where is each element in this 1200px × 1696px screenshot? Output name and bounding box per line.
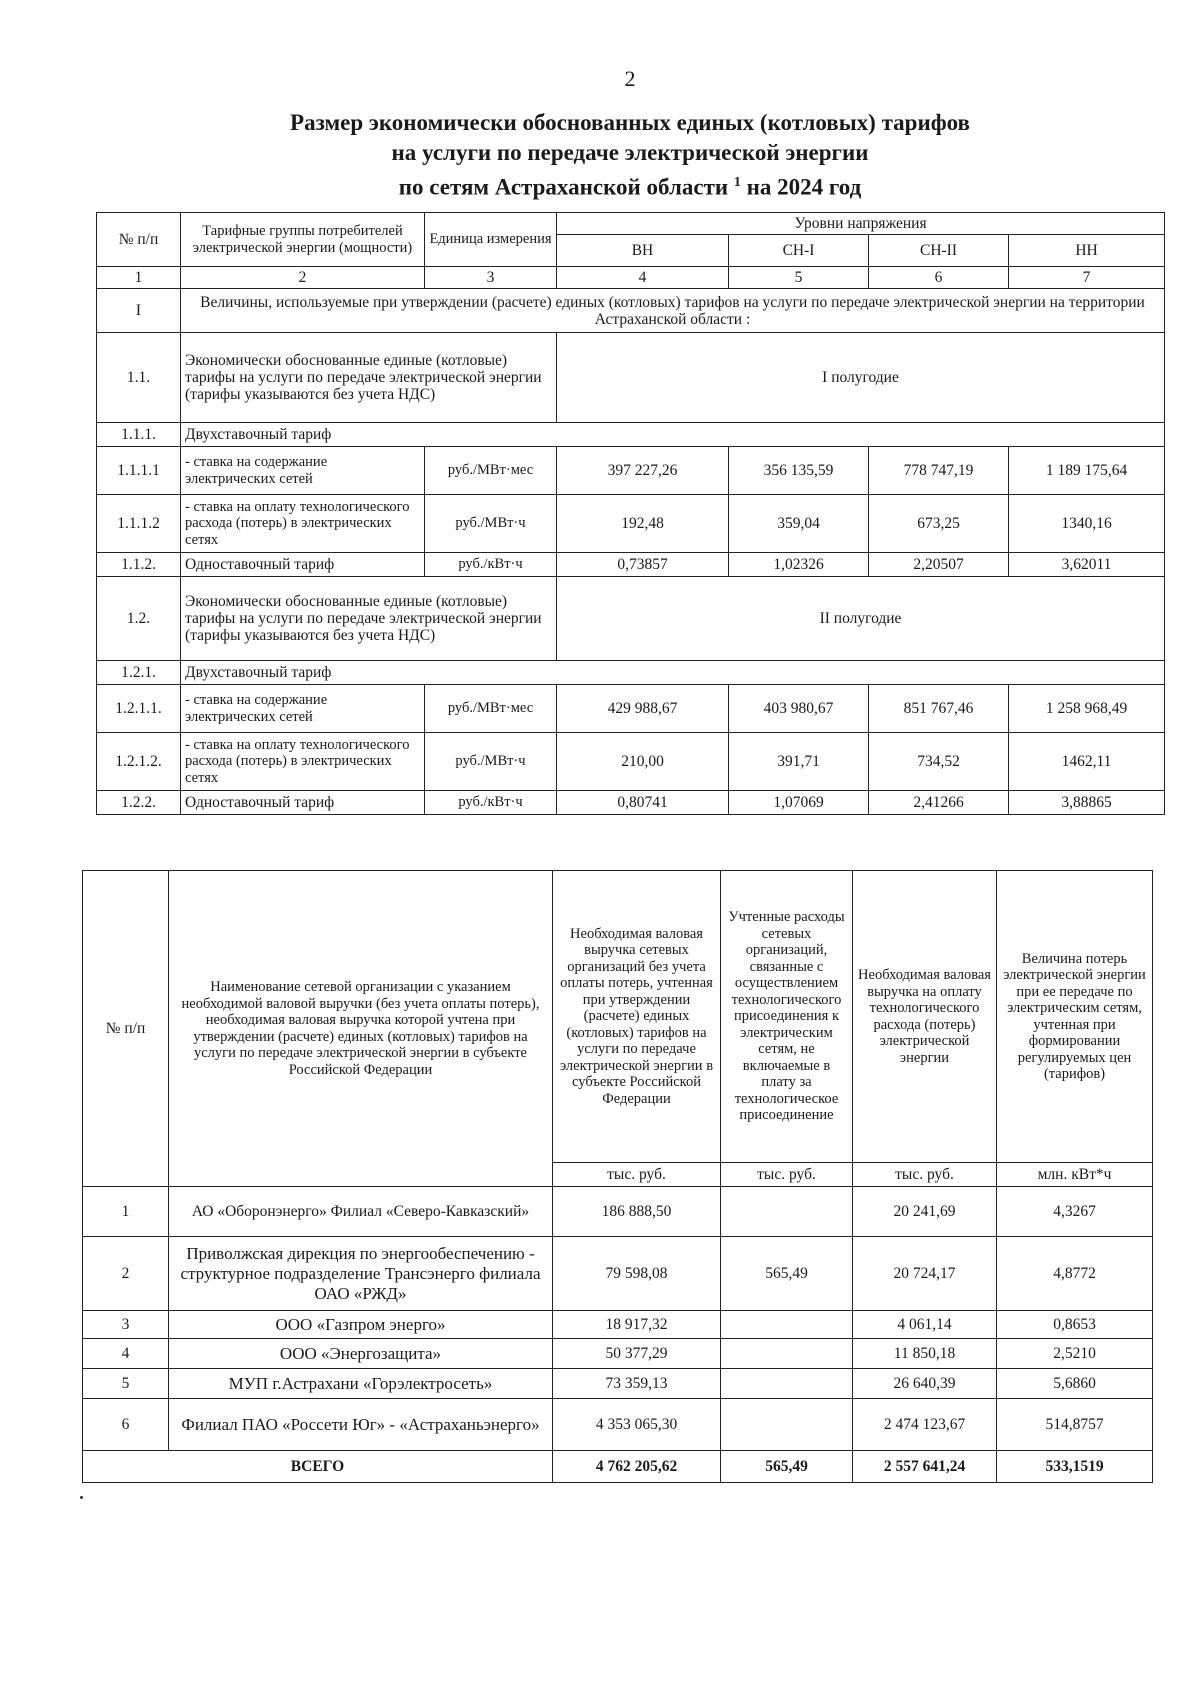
col-number: 1 xyxy=(97,267,181,289)
unit-label: тыс. руб. xyxy=(553,1163,721,1187)
total-nvv-losses: 2 557 641,24 xyxy=(853,1451,997,1483)
org-name: ООО «Энергозащита» xyxy=(169,1339,553,1369)
header-tech-connection-expenses: Учтенные расходы сетевых организаций, связанные с осуществлением технологического присоединения к электрическим сетям, не включаемые в плату за технологическое присоединение xyxy=(721,871,853,1163)
value-expenses xyxy=(721,1187,853,1237)
value-losses: 4,3267 xyxy=(997,1187,1153,1237)
row-num: 2 xyxy=(83,1237,169,1311)
network-organizations-table xyxy=(82,870,1153,1483)
header-voltage-levels: Уровни напряжения xyxy=(557,213,1165,235)
header-num: № п/п xyxy=(83,871,169,1187)
page-number: 2 xyxy=(624,66,636,91)
row-unit: руб./кВт·ч xyxy=(425,791,557,815)
row-num: 1 xyxy=(83,1187,169,1237)
value-sn2: 734,52 xyxy=(869,733,1009,791)
header-sn1: СН-I xyxy=(729,235,869,267)
row-num: 4 xyxy=(83,1339,169,1369)
col-number: 2 xyxy=(181,267,425,289)
value-sn2: 2,20507 xyxy=(869,553,1009,577)
value-expenses: 565,49 xyxy=(721,1237,853,1311)
header-num: № п/п xyxy=(97,213,181,267)
value-vn: 192,48 xyxy=(557,495,729,553)
row-num: 1.2.2. xyxy=(97,791,181,815)
header-nvv-losses: Необходимая валовая выручка на оплату технологического расхода (потерь) электрической энергии xyxy=(853,871,997,1163)
value-nvv-losses: 2 474 123,67 xyxy=(853,1399,997,1451)
value-vn: 210,00 xyxy=(557,733,729,791)
section-num: I xyxy=(97,289,181,333)
value-expenses xyxy=(721,1369,853,1399)
value-expenses xyxy=(721,1311,853,1339)
row-name: - ставка на оплату технологического расхода (потерь) в электрических сетях xyxy=(181,495,425,553)
col-number: 5 xyxy=(729,267,869,289)
row-num: 1.1.1.2 xyxy=(97,495,181,553)
value-expenses xyxy=(721,1399,853,1451)
title-line-3 xyxy=(180,168,1080,203)
value-nn: 1462,11 xyxy=(1009,733,1165,791)
header-nn: НН xyxy=(1009,235,1165,267)
row-unit: руб./МВт·мес xyxy=(425,685,557,733)
tariff-table xyxy=(96,212,1165,815)
row-unit: руб./МВт·ч xyxy=(425,733,557,791)
total-expenses: 565,49 xyxy=(721,1451,853,1483)
value-nvv: 4 353 065,30 xyxy=(553,1399,721,1451)
total-nvv: 4 762 205,62 xyxy=(553,1451,721,1483)
value-vn: 0,80741 xyxy=(557,791,729,815)
org-name: АО «Оборонэнерго» Филиал «Северо-Кавказский» xyxy=(169,1187,553,1237)
value-sn1: 1,07069 xyxy=(729,791,869,815)
value-nvv: 18 917,32 xyxy=(553,1311,721,1339)
two-rate-label: Двухставочный тариф xyxy=(181,423,1165,447)
block-num: 1.2. xyxy=(97,577,181,661)
org-name: Приволжская дирекция по энергообеспечению - структурное подразделение Трансэнерго филиала ОАО «РЖД» xyxy=(169,1237,553,1311)
title-line-1: Размер экономически обоснованных единых (котловых) тарифов xyxy=(290,110,970,135)
block-num: 1.1. xyxy=(97,333,181,423)
row-num: 3 xyxy=(83,1311,169,1339)
scan-speck xyxy=(80,1496,83,1499)
value-nvv: 186 888,50 xyxy=(553,1187,721,1237)
unit-label: тыс. руб. xyxy=(721,1163,853,1187)
value-losses: 0,8653 xyxy=(997,1311,1153,1339)
value-nn: 3,62011 xyxy=(1009,553,1165,577)
row-num: 1.1.1.1 xyxy=(97,447,181,495)
value-losses: 2,5210 xyxy=(997,1339,1153,1369)
unit-label: млн. кВт*ч xyxy=(997,1163,1153,1187)
value-nvv: 73 359,13 xyxy=(553,1369,721,1399)
row-num: 5 xyxy=(83,1369,169,1399)
block-name: Экономически обоснованные единые (котловые) тарифы на услуги по передаче электрической энергии (тарифы указываются без учета НДС) xyxy=(181,333,557,423)
value-vn: 0,73857 xyxy=(557,553,729,577)
row-num: 6 xyxy=(83,1399,169,1451)
value-vn: 397 227,26 xyxy=(557,447,729,495)
title-line-3-start: по сетям Астраханской области xyxy=(398,174,729,200)
row-num: 1.2.1.2. xyxy=(97,733,181,791)
value-nvv-losses: 4 061,14 xyxy=(853,1311,997,1339)
row-name: Одноставочный тариф xyxy=(181,791,425,815)
value-losses: 5,6860 xyxy=(997,1369,1153,1399)
row-name: - ставка на оплату технологического расхода (потерь) в электрических сетях xyxy=(181,733,425,791)
value-sn1: 356 135,59 xyxy=(729,447,869,495)
value-nvv: 79 598,08 xyxy=(553,1237,721,1311)
col-number: 4 xyxy=(557,267,729,289)
period-label: I полугодие xyxy=(557,333,1165,423)
two-rate-label: Двухставочный тариф xyxy=(181,661,1165,685)
row-unit: руб./МВт·мес xyxy=(425,447,557,495)
row-unit: руб./МВт·ч xyxy=(425,495,557,553)
header-org-name: Наименование сетевой организации с указанием необходимой валовой выручки (без учета оплаты потерь), необходимая валовая выручка которой учтена при утверждении (расчете) единых (котловых) тарифов на услуги по передаче электрической энергии в субъекте Российской Федерации xyxy=(169,871,553,1187)
col-number: 7 xyxy=(1009,267,1165,289)
value-nvv: 50 377,29 xyxy=(553,1339,721,1369)
footnote-mark: 1 xyxy=(733,175,741,190)
row-unit: руб./кВт·ч xyxy=(425,553,557,577)
value-nvv-losses: 20 724,17 xyxy=(853,1237,997,1311)
row-name: Одноставочный тариф xyxy=(181,553,425,577)
title-line-2: на услуги по передаче электрической энергии xyxy=(391,140,869,165)
value-nvv-losses: 11 850,18 xyxy=(853,1339,997,1369)
org-name: МУП г.Астрахани «Горэлектросеть» xyxy=(169,1369,553,1399)
row-name: - ставка на содержание электрических сетей xyxy=(181,685,425,733)
row-num: 1.1.1. xyxy=(97,423,181,447)
unit-label: тыс. руб. xyxy=(853,1163,997,1187)
header-nvv: Необходимая валовая выручка сетевых организаций без учета оплаты потерь, учтенная при утверждении (расчете) единых (котловых) тарифов на услуги по передаче электрической энергии в субъекте Российской Федерации xyxy=(553,871,721,1163)
total-label: ВСЕГО xyxy=(83,1451,553,1483)
row-num: 1.2.1. xyxy=(97,661,181,685)
value-sn2: 778 747,19 xyxy=(869,447,1009,495)
row-num: 1.2.1.1. xyxy=(97,685,181,733)
title-line-3-end: на 2024 год xyxy=(746,174,862,200)
value-nn: 1340,16 xyxy=(1009,495,1165,553)
document-title xyxy=(180,108,1080,203)
section-text: Величины, используемые при утверждении (расчете) единых (котловых) тарифов на услуги по передаче электрической энергии на территории Астраханской области : xyxy=(181,289,1165,333)
value-nvv-losses: 26 640,39 xyxy=(853,1369,997,1399)
value-sn1: 1,02326 xyxy=(729,553,869,577)
header-group: Тарифные группы потребителей электрической энергии (мощности) xyxy=(181,213,425,267)
org-name: ООО «Газпром энерго» xyxy=(169,1311,553,1339)
header-vn: ВН xyxy=(557,235,729,267)
value-sn1: 359,04 xyxy=(729,495,869,553)
value-sn2: 2,41266 xyxy=(869,791,1009,815)
value-losses: 4,8772 xyxy=(997,1237,1153,1311)
row-name: - ставка на содержание электрических сетей xyxy=(181,447,425,495)
org-name: Филиал ПАО «Россети Юг» - «Астраханьэнерго» xyxy=(169,1399,553,1451)
value-losses: 514,8757 xyxy=(997,1399,1153,1451)
period-label: II полугодие xyxy=(557,577,1165,661)
value-nn: 1 258 968,49 xyxy=(1009,685,1165,733)
header-losses: Величина потерь электрической энергии при ее передаче по электрическим сетям, учтенная при формировании регулируемых цен (тарифов) xyxy=(997,871,1153,1163)
value-expenses xyxy=(721,1339,853,1369)
block-name: Экономически обоснованные единые (котловые) тарифы на услуги по передаче электрической энергии (тарифы указываются без учета НДС) xyxy=(181,577,557,661)
col-number: 3 xyxy=(425,267,557,289)
value-vn: 429 988,67 xyxy=(557,685,729,733)
value-sn1: 403 980,67 xyxy=(729,685,869,733)
value-nn: 3,88865 xyxy=(1009,791,1165,815)
value-sn2: 673,25 xyxy=(869,495,1009,553)
value-sn1: 391,71 xyxy=(729,733,869,791)
header-sn2: СН-II xyxy=(869,235,1009,267)
value-sn2: 851 767,46 xyxy=(869,685,1009,733)
col-number: 6 xyxy=(869,267,1009,289)
header-unit: Единица измерения xyxy=(425,213,557,267)
value-nn: 1 189 175,64 xyxy=(1009,447,1165,495)
total-losses: 533,1519 xyxy=(997,1451,1153,1483)
value-nvv-losses: 20 241,69 xyxy=(853,1187,997,1237)
row-num: 1.1.2. xyxy=(97,553,181,577)
